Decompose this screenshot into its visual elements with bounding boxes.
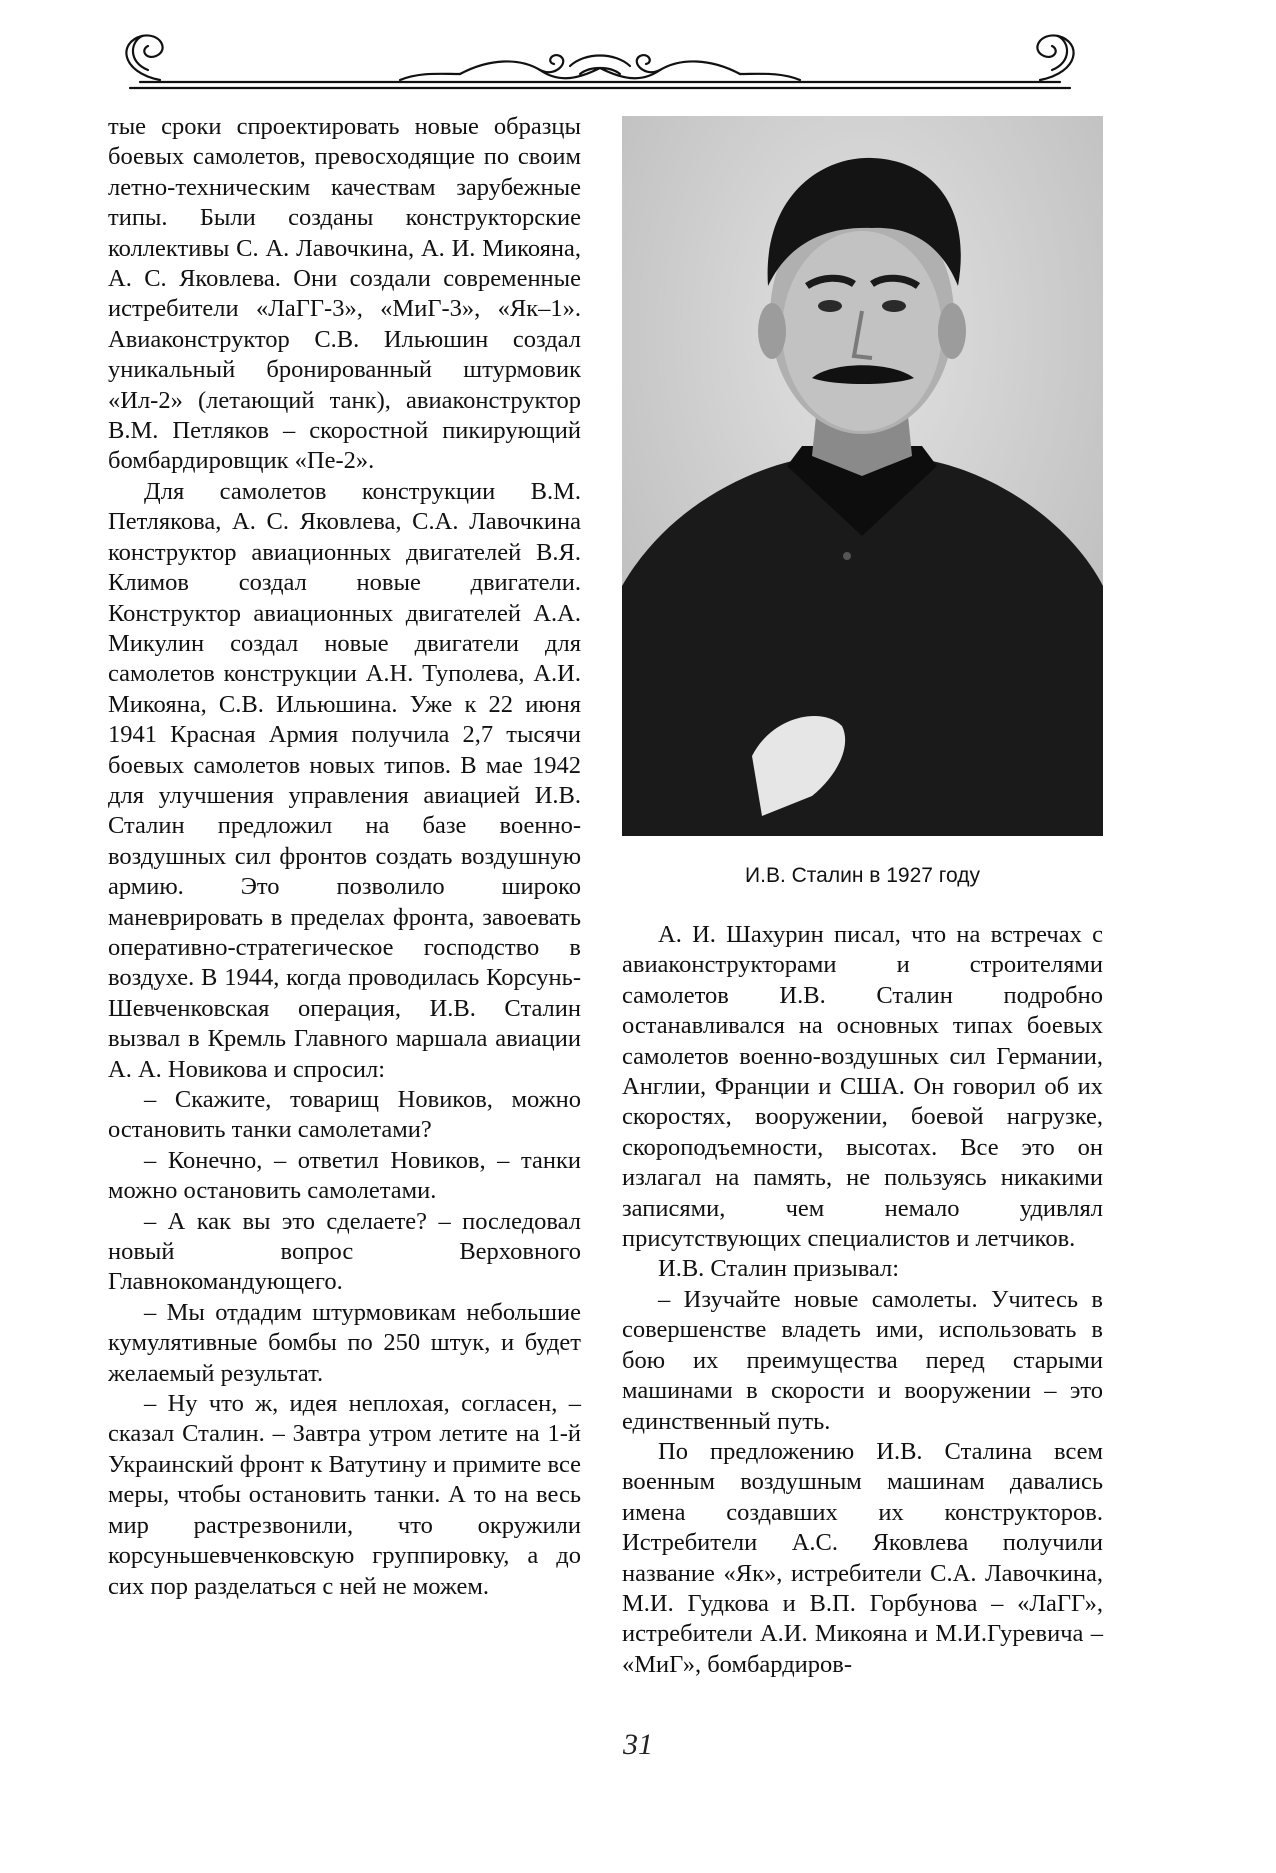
paragraph: По предложению И.В. Сталина всем военным воздушным машинам давались имена создавших их конструкторов. Истребители А.С. Яковлева получили название «Як», истребители С.А. Лавочкина, М.И. Гудкова и В.П. Горбунова – «ЛаГГ», истребители А.И. Микояна и М.И.Гуревича – «МиГ», бомбардиров-	[622, 1437, 1103, 1678]
dialogue-line: – Конечно, – ответил Новиков, – танки можно остановить самолетами.	[108, 1146, 581, 1205]
page-number: 31	[623, 1728, 653, 1761]
dialogue-line: – Скажите, товарищ Новиков, можно остановить танки самолетами?	[108, 1086, 581, 1144]
header-ornament	[100, 22, 1100, 102]
dialogue-line: – Ну что ж, идея неплохая, согласен, – сказал Сталин. – Завтра утром летите на 1-й Украинский фронт к Ватутину и примите все меры, чтобы остановить танки. А то на весь мир растрезвонили, что окружили корсуньшевченковскую группировку, а до сих пор разделаться с ней не можем.	[108, 1390, 581, 1600]
portrait-image	[622, 116, 1103, 836]
paragraph: тые сроки спроектировать новые образцы боевых самолетов, превосходящие по своим летно-техническим качествам зарубежные типы. Были созданы конструкторские коллективы С. А. Лавочкина, А. И. Микояна, А. С. Яковлева. Они создали современные истребители «ЛаГГ-3», «МиГ-3», «Як–1». Авиаконструктор С.В. Ильюшин создал уникальный бронированный штурмовик «Ил-2» (летающий танк), авиаконструктор В.М. Петляков – скоростной пикирующий бомбардировщик «Пе-2».	[108, 113, 581, 475]
right-text-column	[622, 920, 1103, 1680]
paragraph: Для самолетов конструкции В.М. Петлякова, А. С. Яковлева, С.А. Лавочкина конструктор авиационных двигателей В.Я. Климов создал новые двигатели. Конструктор авиационных двигателей А.А. Микулин создал новые двигатели для самолетов конструкции А.Н. Туполева, А.И. Микояна, С.В. Ильюшина. Уже к 22 июня 1941 Красная Армия получила 2,7 тысячи боевых самолетов новых типов. В мае 1942 для улучшения управления авиацией И.В. Сталин предложил на базе военно-воздушных сил фронтов создать воздушную армию. Это позволило широко маневрировать в пределах фронта, завоевать оперативно-стратегическое господство в воздухе. В 1944, когда проводилась Корсунь-Шевченковская операция, И.В. Сталин вызвал в Кремль Главного маршала авиации А. А. Новикова и спросил:	[108, 477, 581, 1083]
portrait-photo	[622, 116, 1103, 836]
left-text-column	[108, 112, 581, 1602]
photo-caption: И.В. Сталин в 1927 году	[745, 864, 980, 887]
paragraph: А. И. Шахурин писал, что на встречах с авиаконструкторами и строителями самолетов И.В. Сталин подробно останавливался на основных типах боевых самолетов военно-воздушных сил Германии, Англии, Франции и США. Он говорил об их скоростях, вооружении, боевой нагрузке, скороподъемности, высотах. Все это он излагал на память, не пользуясь никакими записями, чем немало удивлял присутствующих специалистов и летчиков.	[622, 921, 1103, 1253]
dialogue-line: – Мы отдадим штурмовикам небольшие кумулятивные бомбы по 250 штук, и будет желаемый результат.	[108, 1298, 581, 1387]
dialogue-line: – А как вы это сделаете? – последовал новый вопрос Верховного Главнокомандующего.	[108, 1207, 581, 1296]
paragraph: И.В. Сталин призывал:	[658, 1255, 900, 1283]
dialogue-line: – Изучайте новые самолеты. Учитесь в совершенстве владеть ими, использовать в бою их преимущества перед старыми машинами в скорости и вооружении – это единственный путь.	[622, 1285, 1103, 1435]
